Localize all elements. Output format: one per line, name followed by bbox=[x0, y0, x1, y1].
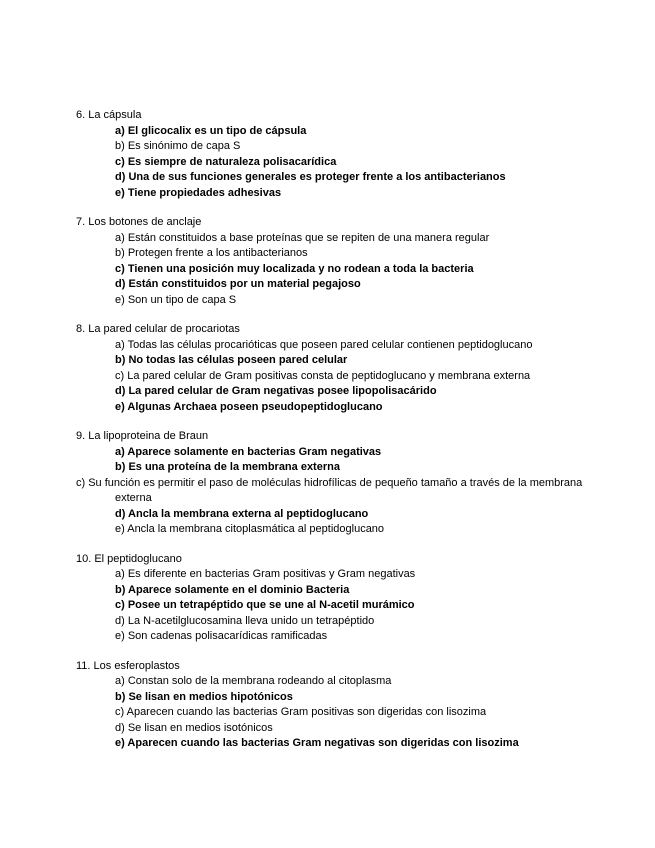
option-e: e) Son un tipo de capa S bbox=[115, 293, 237, 306]
option-a: a) Todas las células procarióticas que poseen pared celular contienen peptidoglucano bbox=[115, 338, 533, 351]
question-title: 7. Los botones de anclaje bbox=[76, 216, 202, 228]
question-title: 11. Los esferoplastos bbox=[76, 659, 180, 672]
option-d: d) La pared celular de Gram negativas posee lipopolisacárido bbox=[115, 385, 437, 397]
option-b: b) Protegen frente a los antibacterianos bbox=[115, 247, 308, 259]
option-e: e) Aparecen cuando las bacterias Gram negativas son digeridas con lisozima bbox=[115, 737, 519, 749]
option-d: d) Ancla la membrana externa al peptidoglucano bbox=[115, 507, 369, 520]
question-6 bbox=[76, 108, 586, 201]
option-e: e) Son cadenas polisacarídicas ramificadas bbox=[115, 630, 328, 642]
question-title: 10. El peptidoglucano bbox=[76, 552, 182, 565]
option-list bbox=[76, 445, 586, 538]
option-a: a) Constan solo de la membrana rodeando al citoplasma bbox=[115, 675, 392, 687]
option-list bbox=[115, 231, 586, 309]
option-c: c) Es siempre de naturaleza polisacarídica bbox=[115, 155, 337, 168]
option-c: c) La pared celular de Gram positivas consta de peptidoglucano y membrana externa bbox=[115, 369, 531, 382]
option-a: a) Están constituidos a base proteínas que se repiten de una manera regular bbox=[115, 231, 490, 244]
option-b: b) Aparece solamente en el dominio Bacteria bbox=[115, 583, 350, 596]
question-8 bbox=[76, 322, 586, 415]
question-11 bbox=[76, 659, 586, 752]
question-title: 9. La lipoproteina de Braun bbox=[76, 430, 209, 442]
option-c: c) Tienen una posición muy localizada y no rodean a toda la bacteria bbox=[115, 262, 474, 275]
option-e: e) Algunas Archaea poseen pseudopeptidoglucano bbox=[115, 400, 383, 413]
option-b: b) No todas las células poseen pared celular bbox=[115, 354, 348, 366]
question-9 bbox=[76, 429, 586, 538]
option-c: c) Posee un tetrapéptido que se une al N-acetil murámico bbox=[115, 599, 415, 611]
option-e: e) Tiene propiedades adhesivas bbox=[115, 186, 282, 199]
option-d: d) Se lisan en medios isotónicos bbox=[115, 721, 273, 734]
option-list bbox=[115, 124, 586, 202]
question-7 bbox=[76, 215, 586, 308]
option-e: e) Ancla la membrana citoplasmática al peptidoglucano bbox=[115, 523, 385, 535]
option-list bbox=[115, 338, 586, 416]
option-a: a) Aparece solamente en bacterias Gram negativas bbox=[115, 445, 382, 458]
option-b: b) Es sinónimo de capa S bbox=[115, 140, 241, 152]
option-a: a) Es diferente en bacterias Gram positivas y Gram negativas bbox=[115, 568, 416, 580]
option-d: d) Están constituidos por un material pegajoso bbox=[115, 278, 361, 290]
option-a: a) El glicocalix es un tipo de cápsula bbox=[115, 124, 307, 137]
option-c: c) Aparecen cuando las bacterias Gram positivas son digeridas con lisozima bbox=[115, 706, 487, 718]
option-b: b) Es una proteína de la membrana externa bbox=[115, 461, 340, 473]
document-page bbox=[76, 108, 586, 766]
option-b: b) Se lisan en medios hipotónicos bbox=[115, 690, 293, 703]
option-d: d) La N-acetilglucosamina lleva unido un tetrapéptido bbox=[115, 614, 375, 627]
question-10 bbox=[76, 552, 586, 645]
question-title: 6. La cápsula bbox=[76, 109, 142, 121]
option-list bbox=[115, 674, 586, 752]
option-list bbox=[115, 567, 586, 645]
option-d: d) Una de sus funciones generales es proteger frente a los antibacterianos bbox=[115, 171, 506, 183]
question-title: 8. La pared celular de procariotas bbox=[76, 323, 240, 335]
option-c: c) Su función es permitir el paso de moléculas hidrofílicas de pequeño tamaño a través de la membrana externa bbox=[76, 476, 583, 504]
